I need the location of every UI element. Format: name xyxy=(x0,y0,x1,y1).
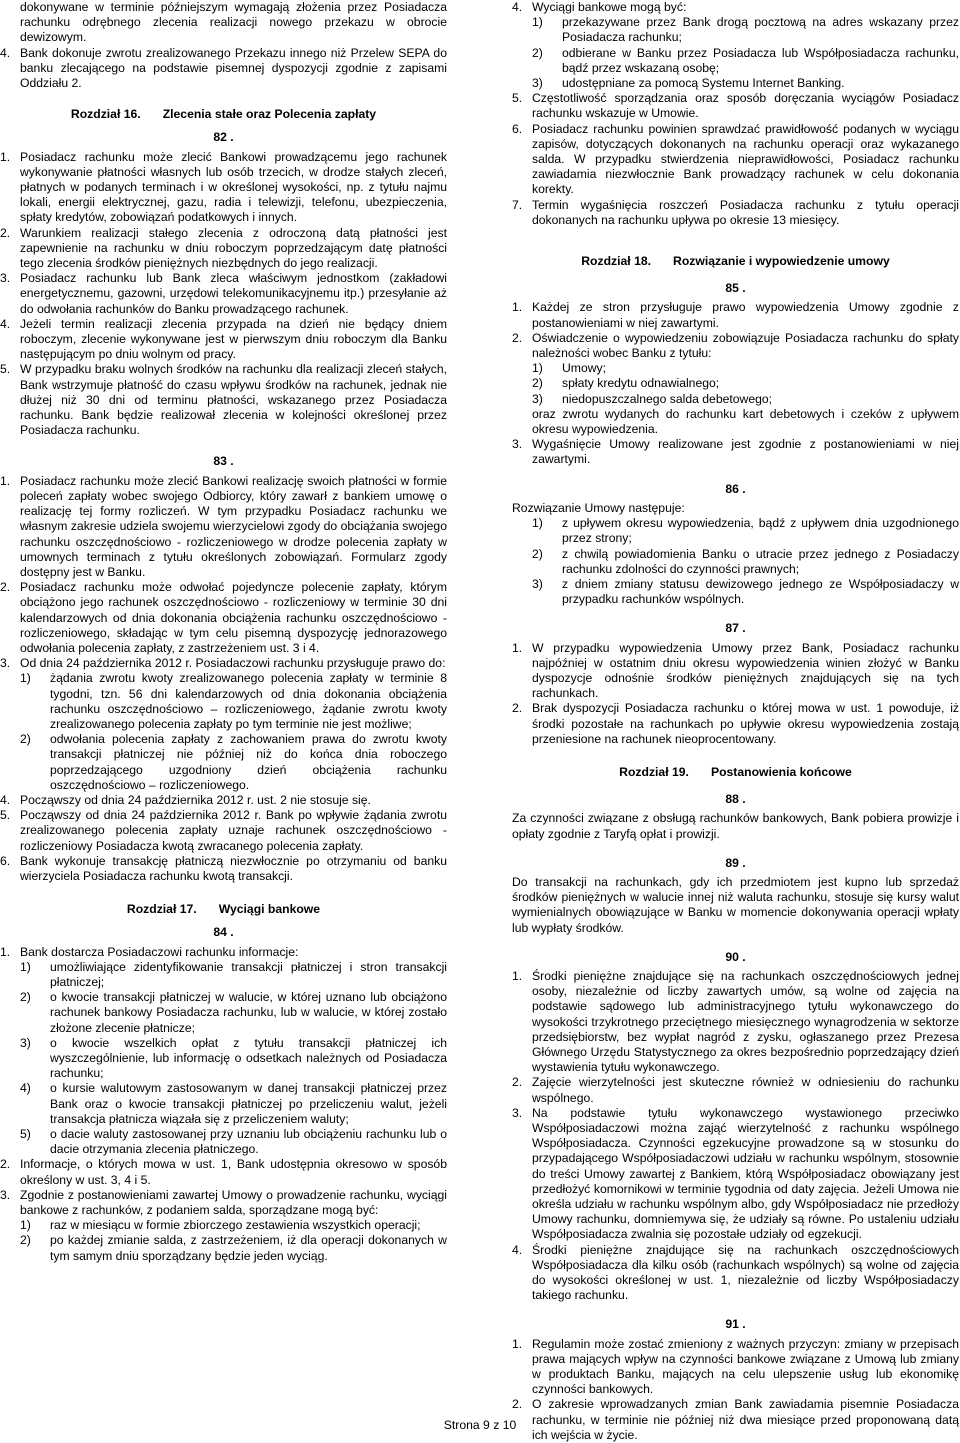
s84-subitem-3: 3) o kwocie wszelkich opłat z tytułu transakcji płatniczej ich wyszczególnienie, lub informację o odsetkach należnych od Posiadacza rachunku; xyxy=(20,1035,447,1081)
s82-item-5: 5. W przypadku braku wolnych środków na rachunku dla realizacji zleceń stałych, Bank wstrzymuje płatność do czasu wpływu środków na rachunek, jednak nie dłużej niż 30 dni od terminu płatności, wskazanego przez Posiadacza rachunku. Bank będzie realizował zlecenia w kolejności określonej przez Posiadacza rachunku. xyxy=(0,362,447,438)
s90-item-2: 2. Zajęcie wierzytelności jest skuteczne również w odniesieniu do rachunku wspólnego. xyxy=(512,1075,959,1105)
chapter-18-heading: Rozdział 18. Rozwiązanie i wypowiedzenie umowy xyxy=(581,254,890,269)
section-84-title: 84 . xyxy=(213,925,234,940)
s83-subitem-2: 2) odwołania polecenia zapłaty z zachowaniem prawa do zwrotu kwoty transakcji płatniczej nie później niż do końca dnia roboczego poprzedzającego uzgodniony dzień obciążenia rachunku oszczędnościowo – rozliczeniowego. xyxy=(20,732,447,792)
s86-subitem-3: 3) z dniem zmiany statusu dewizowego jednego ze Współposiadaczy w przypadku rachunków wspólnych. xyxy=(532,576,959,607)
s85-item-3: 3. Wygaśnięcie Umowy realizowane jest zgodnie z postanowieniami w niej zawartymi. xyxy=(512,437,959,467)
s89-text: Do transakcji na rachunkach, gdy ich przedmiotem jest kupno lub sprzedaż środków pieniężnych w walucie innej niż waluta rachunku, stosuje się kursy walut wymienialnych obowiązujące w Banku w momencie dokonywania operacji wpłaty lub wypłaty środków. xyxy=(512,874,959,935)
s83-item-3: 3. Od dnia 24 października 2012 r. Posiadaczowi rachunku przysługuje prawo do: xyxy=(0,656,446,671)
s84-subitem-3-1: 1) raz w miesiącu w formie zbiorczego zestawienia wszystkich operacji; xyxy=(20,1218,421,1233)
section-91-title: 91 . xyxy=(725,1317,746,1332)
right-column xyxy=(512,0,959,1443)
s84-subitem-1: 1) umożliwiające zidentyfikowanie transakcji płatniczej i stron transakcji płatniczej; xyxy=(20,959,447,989)
r-item-7: 7. Termin wygaśnięcia roszczeń Posiadacza rachunku z tytułu operacji dokonanych na rachunku upływa po okresie 13 miesięcy. xyxy=(512,197,959,227)
section-86-title: 86 . xyxy=(725,481,746,496)
left-column xyxy=(0,0,447,1264)
s83-item-5: 5. Począwszy od dnia 24 października 2012 r. Bank po wpływie żądania zwrotu zrealizowanego polecenia zapłaty uznaje rachunek oszczędnościowo - rozliczeniowy Posiadacza kwotą zwracanego polecenia zapłaty. xyxy=(0,808,447,853)
s87-item-2: 2. Brak dyspozycji Posiadacza rachunku o której mowa w ust. 1 powoduje, iż środki pozostałe na rachunkach po upływie okresu wypowiedzenia zostają przeniesione na rachunek nieoprocentowany. xyxy=(512,701,959,746)
s87-item-1: 1. W przypadku wypowiedzenia Umowy przez Bank, Posiadacz rachunku najpóźniej w ostatnim dniu okresu wypowiedzenia winien złożyć w Banku dyspozycje odnośnie środków pieniężnych znajdujących się na tych rachunkach. xyxy=(512,640,959,701)
s84-item-3: 3. Zgodnie z postanowieniami zawartej Umowy o prowadzenie rachunku, wyciągi bankowe z rachunków, z podaniem salda, sporządzane mogą być: xyxy=(0,1187,447,1218)
s84-subitem-5: 5) o dacie waluty zastosowanej przy uznaniu lub obciążeniu rachunku lub o dacie otrzymania zlecenia płatniczego. xyxy=(20,1127,447,1157)
s86-intro: Rozwiązanie Umowy następuje: xyxy=(512,500,685,515)
s91-item-2: 2. O zakresie wprowadzanych zmian Bank zawiadamia pisemnie Posiadacza rachunku, w terminie nie później niż dwa miesiące przed proponowaną datą ich wejścia w życie. xyxy=(512,1397,959,1442)
s83-item-4: 4. Począwszy od dnia 24 października 2012 r. ust. 2 nie stosuje się. xyxy=(0,792,371,807)
s84-subitem-3-2: 2) po każdej zmianie salda, z zastrzeżeniem, iż dla operacji dokonanych w tym samym dniu sporządzany będzie jeden wyciąg. xyxy=(20,1233,447,1263)
s90-item-4: 4. Środki pieniężne znajdujące się na rachunkach oszczędnościowych Współposiadacza dla kilku osób (rachunkach wspólnych) są wolne od zajęcia do wysokości określonej w ust. 1, niezależnie od liczby Współposiadaczy takiego rachunku. xyxy=(512,1242,959,1303)
s86-subitem-2: 2) z chwilą powiadomienia Banku o utracie przez jednego z Posiadaczy rachunku zdolności do czynności prawnych; xyxy=(532,546,959,576)
s82-item-2: 2. Warunkiem realizacji stałego zlecenia z odroczoną datą płatności jest zapewnienie na rachunku w dniu roboczym poprzedzającym datę płatności tego zlecenia środków pieniężnych niezbędnych do jego realizacji. xyxy=(0,225,447,271)
s85-subitem-2: 2) spłaty kredytu odnawialnego; xyxy=(532,376,720,391)
s85-item-1: 1. Każdej ze stron przysługuje prawo wypowiedzenia Umowy zgodnie z postanowieniami w niej zawartymi. xyxy=(512,300,959,330)
r-subitem-4-2: 2) odbierane w Banku przez Posiadacza lub Współposiadacza rachunku, bądź przez wskazaną osobę; xyxy=(532,45,959,75)
section-83-title: 83 . xyxy=(213,454,234,469)
s84-subitem-4: 4) o kursie walutowym zastosowanym w danej transakcji płatniczej przez Bank oraz o kwocie transakcji płatniczej po przeliczeniu walut, jeżeli transakcja płatnicza wiązała się z przeliczeniem waluty; xyxy=(20,1081,447,1126)
section-89-title: 89 . xyxy=(725,855,746,870)
section-90-title: 90 . xyxy=(725,949,746,964)
s83-item-2: 2. Posiadacz rachunku może odwołać pojedyncze polecenie zapłaty, którym obciążono jego rachunek oszczędnościowo - rozliczeniowy w terminie 30 dni kalendarzowych od dnia dokonania obciążenia rachunku oszczędnościowo - rozliczeniowego, składając w tym celu pisemną dyspozycję jednorazowego odwołania polecenia zapłaty, z zastrzeżeniem ust. 3 i 4. xyxy=(0,580,447,655)
chapter-17-heading: Rozdział 17. Wyciągi bankowe xyxy=(126,902,321,917)
s84-subitem-2: 2) o kwocie transakcji płatniczej w walucie, w której uznano lub obciążono rachunek bankowy Posiadacza rachunku, lub w walucie, w której zostało złożone zlecenie płatnicze; xyxy=(20,990,447,1035)
r-subitem-4-3: 3) udostępniane za pomocą Systemu Internet Banking. xyxy=(532,76,845,91)
r-item-5: 5. Częstotliwość sporządzania oraz sposób doręczania wyciągów Posiadacz rachunku wskazuje w Umowie. xyxy=(512,91,959,121)
s84-item-1: 1. Bank dostarcza Posiadaczowi rachunku informacje: xyxy=(0,944,299,959)
s85-subitem-3: 3) niedopuszczalnego salda debetowego; xyxy=(532,391,773,406)
s83-subitem-1: 1) żądania zwrotu kwoty zrealizowanego polecenia zapłaty w terminie 8 tygodni, tzn. 56 dni kalendarzowych od dnia dokonania obciążenia rachunku oszczędnościowo – rozliczeniowego, żądanie zwrotu kwoty zrealizowanego polecenia zapłaty po tym terminie nie jest możliwe; xyxy=(20,671,447,731)
r-subitem-4-1: 1) przekazywane przez Bank drogą pocztową na adres wskazany przez Posiadacza rachunku; xyxy=(532,15,959,45)
s83-item-6: 6. Bank wykonuje transakcję płatniczą niezwłocznie po otrzymaniu od banku wierzyciela Posiadacza rachunku kwotą transakcji. xyxy=(0,853,447,883)
section-82-title: 82 . xyxy=(213,130,234,145)
section-88-title: 88 . xyxy=(725,792,746,807)
s82-item-4: 4. Jeżeli termin realizacji zlecenia przypada na dzień nie będący dniem roboczym, zlecenie wykonywane jest w pierwszym dniu roboczym dla Banku następującym po dniu wolnym od pracy. xyxy=(0,316,447,362)
intro-item-4: 4. Bank dokonuje zwrotu zrealizowanego Przekazu innego niż Przelew SEPA do banku zlecającego na podstawie pisemnej dyspozycji zgodnie z zapisami Oddziału 2. xyxy=(0,45,447,91)
r-item-6: 6. Posiadacz rachunku powinien sprawdzać prawidłowość podanych w wyciągu zapisów, dotyczących dokonanych na rachunku operacji oraz wykazanego salda. W przypadku stwierdzenia nieprawidłowości, Posiadacz rachunku zawiadamia niezwłocznie Bank prowadzący rachunek w celu dokonania korekty. xyxy=(512,121,959,197)
s90-item-3: 3. Na podstawie tytułu wykonawczego wystawionego przeciwko Współposiadaczowi można zająć wierzytelność z rachunku wspólnego Współposiadacza. Czynności egzekucyjne prowadzone są w stosunku do przypadającego Współposiadaczowi udziału w rachunku wspólnym, stosownie do treści Umowy zawartej z Bankiem, którą Współposiadacz obowiązany jest przedłożyć komornikowi w terminie tygodnia od daty zajęcia. Jeżeli Umowa nie określa udziału w rachunku wspólnym albo, gdy Współposiadacz nie przedłoży Umowy rachunku, domniemywa się, że udziały są równe. Po ustaleniu udziału Współposiadacza zwalnia się pozostałe udziały od egzekucji. xyxy=(512,1105,959,1242)
s86-subitem-1: 1) z upływem okresu wypowiedzenia, bądź z upływem dnia uzgodnionego przez strony; xyxy=(532,516,959,546)
s85-continuation: oraz zwrotu wydanych do rachunku kart debetowych i czeków z upływem okresu wypowiedzenia. xyxy=(532,406,959,437)
page-number-footer: Strona 9 z 10 xyxy=(443,1418,517,1432)
s82-item-3: 3. Posiadacz rachunku lub Bank zleca właściwym jednostkom (zakładowi energetycznemu, gazowni, urzędowi telekomunikacyjnemu itp.) przesyłanie aż do odwołania rachunków do Banku prowadzącego rachunek. xyxy=(0,271,447,316)
chapter-16-heading: Rozdział 16. Zlecenia stałe oraz Polecenia zapłaty xyxy=(70,107,377,122)
intro-continuation: dokonywane w terminie późniejszym wymagają złożenia przez Posiadacza rachunku odrębnego zlecenia realizacji nowego przekazu w obrocie dewizowym. xyxy=(20,0,447,45)
s84-item-2: 2. Informacje, o których mowa w ust. 1, Bank udostępnia okresowo w sposób określony w ust. 3, 4 i 5. xyxy=(0,1157,447,1187)
chapter-19-heading: Rozdział 19. Postanowienia końcowe xyxy=(619,764,852,779)
s83-item-1: 1. Posiadacz rachunku może zlecić Bankowi realizację swoich płatności w formie poleceń zapłaty wobec swojego Odbiorcy, który zawarł z bankiem umowę o realizację tej formy rozliczeń. W tym przypadku Posiadacz rachunku we własnym zakresie udziela swojemu wierzycielowi zgody do obciążania swojego rachunku oszczędnościowo - rozliczeniowego w drodze polecenia zapłaty w umownych terminach z tytułu określonych zobowiązań. Formularz zgody dostępny jest w Banku. xyxy=(0,473,447,579)
s88-text: Za czynności związane z obsługą rachunków bankowych, Bank pobiera prowizje i opłaty zgodnie z Taryfą opłat i prowizji. xyxy=(512,811,959,841)
r-item-4: 4. Wyciągi bankowe mogą być: xyxy=(512,0,687,14)
s90-item-1: 1. Środki pieniężne znajdujące się na rachunkach oszczędnościowych jednej osoby, niezależnie od liczby zawartych umów, są wolne od zajęcia na podstawie sądowego lub administracyjnego tytułu wykonawczego do wysokości trzykrotnego przeciętnego miesięcznego wynagrodzenia w sektorze przedsiębiorstw, bez wypłat nagród z zysku, ogłaszanego przez Prezesa Głównego Urzędu Statystycznego za okres bezpośrednio poprzedzający dzień wystawienia tytułu wykonawczego. xyxy=(512,968,959,1075)
s85-subitem-1: 1) Umowy; xyxy=(532,361,607,376)
section-85-title: 85 . xyxy=(725,281,746,296)
s91-item-1: 1. Regulamin może zostać zmieniony z ważnych przyczyn: zmiany w przepisach prawa mających wpływ na czynności bankowe związane z Umową lub zmiany w produktach Banku, mających na celu ulepszenie usług lub ekonomikę czynności bankowych. xyxy=(512,1336,959,1397)
s82-item-1: 1. Posiadacz rachunku może zlecić Bankowi prowadzącemu jego rachunek wykonywanie płatności własnych lub osób trzecich, w drodze stałych zleceń, płatnych w podanych terminach i w określonej wysokości, np. z tytułu najmu lokali, energii elektrycznej, gazu, radia i telewizji, telefonu, ubezpieczenia, spłaty kredytów, zobowiązań podatkowych i innych. xyxy=(0,149,447,225)
s85-item-2: 2. Oświadczenie o wypowiedzeniu zobowiązuje Posiadacza rachunku do spłaty należności wobec Banku z tytułu: xyxy=(512,330,959,361)
section-87-title: 87 . xyxy=(725,621,746,636)
